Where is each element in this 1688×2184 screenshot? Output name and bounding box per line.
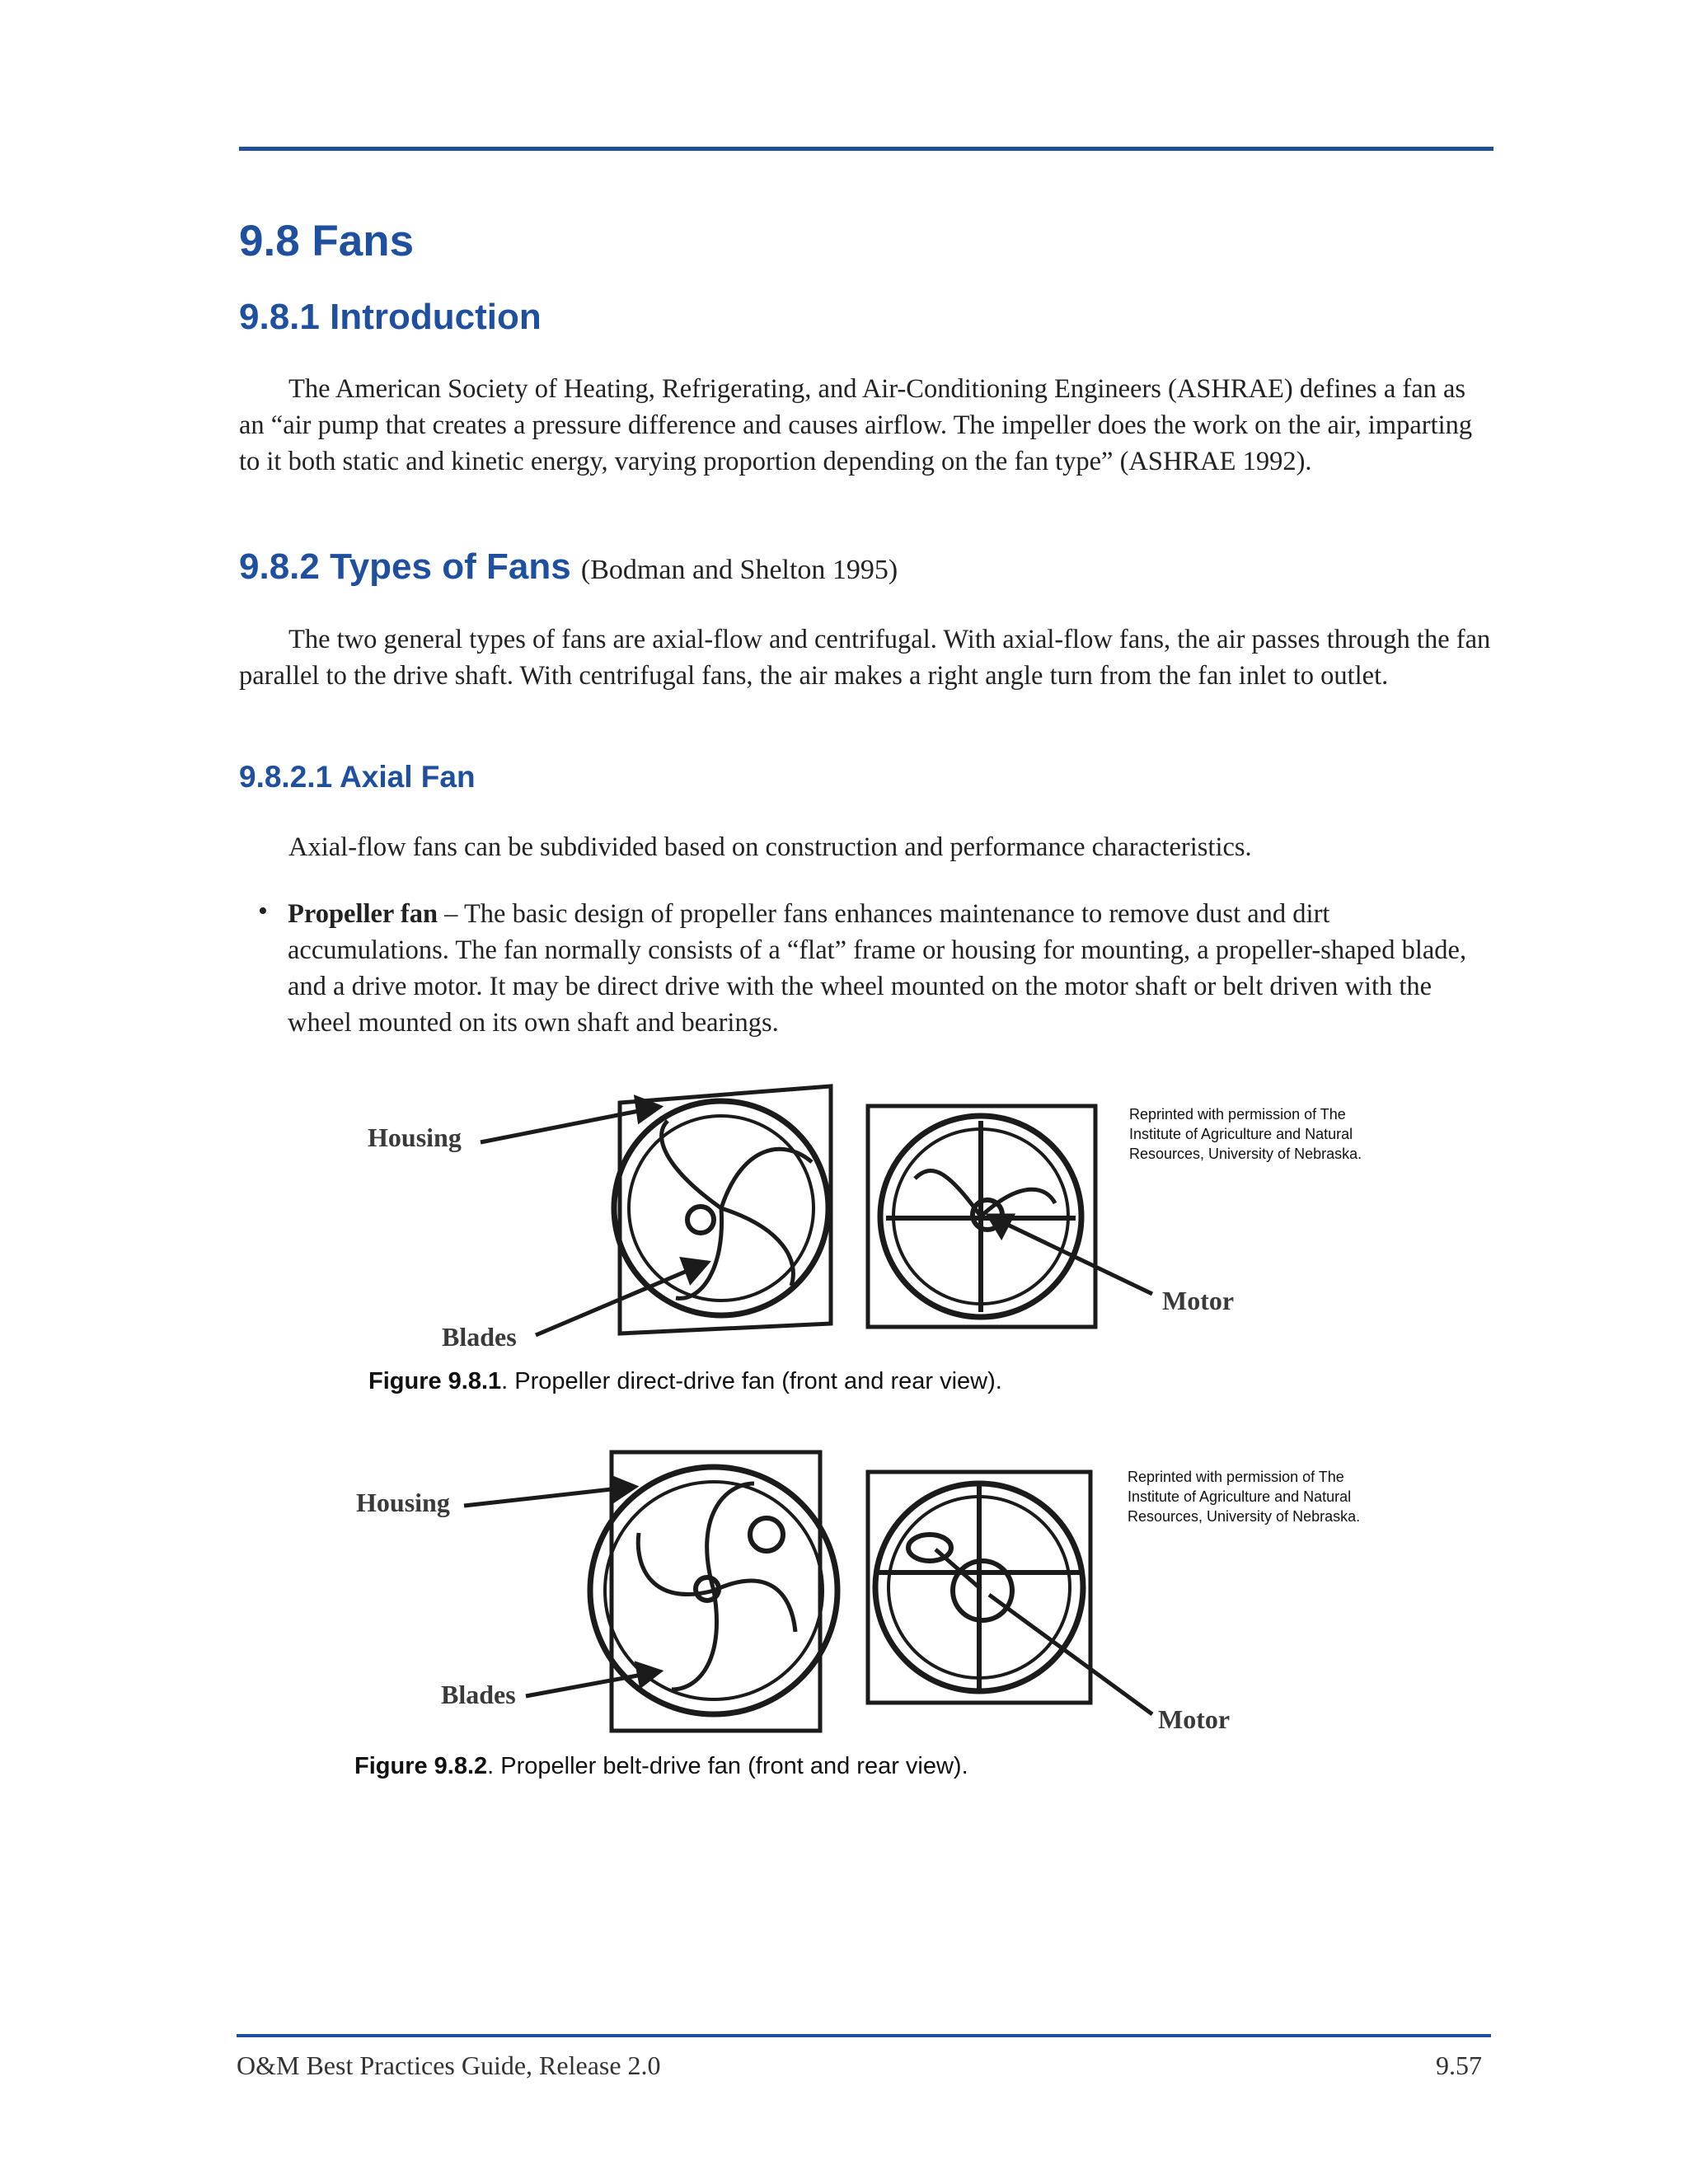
figure-caption [354, 1753, 968, 1780]
front-pulley [750, 1518, 783, 1551]
front-blade-1 [707, 1483, 754, 1591]
bullet-text: – The basic design of propeller fans enhances maintenance to remove dust and dirt accumulations. The fan normally consists of a “flat” frame or housing for mounting, a propeller-shaped blade, and a drive motor. It may be direct drive with the wheel mounted on the motor shaft or belt driven with the wheel mounted on its own shaft and bearings. [288, 899, 1467, 1038]
types-paragraph: The two general types of fans are axial-flow and centrifugal. With axial-flow fans, the air passes through the fan parallel to the drive shaft. With centrifugal fans, the air makes a right angle turn from the fan inlet to outlet. [239, 625, 1491, 691]
axial-heading: 9.8.2.1 Axial Fan [239, 760, 476, 794]
section-title: 9.8 Fans [239, 217, 415, 265]
types-source: (Bodman and Shelton 1995) [580, 555, 898, 585]
footer-title: O&M Best Practices Guide, Release 2.0 [237, 2050, 661, 2080]
motor-label: Motor [1162, 1286, 1235, 1315]
housing-label: Housing [368, 1122, 462, 1152]
types-heading-text: 9.8.2 Types of Fans [239, 546, 571, 587]
front-blade-4 [638, 1533, 714, 1595]
rear-belt [935, 1549, 981, 1589]
figure-credit: Reprinted with permission of The Institute of Agriculture and Natural Resources, University of Nebraska. [1129, 1106, 1362, 1162]
page-number: 9.57 [1436, 2050, 1482, 2080]
figure-caption-text: . Propeller direct-drive fan (front and rear view). [501, 1368, 1002, 1394]
axial-paragraph: Axial-flow fans can be subdivided based on construction and performance characteristics. [288, 832, 1252, 862]
bullet-marker: • [258, 896, 268, 926]
housing-label: Housing [356, 1488, 450, 1517]
housing-pointer-line [464, 1488, 626, 1506]
footer-rule [237, 2034, 1491, 2037]
figure-caption-text: . Propeller belt-drive fan (front and rear view). [487, 1753, 968, 1779]
bullet-term: Propeller fan [288, 899, 438, 929]
figure-number: Figure 9.8.2 [354, 1753, 488, 1779]
front-blade-2 [714, 1581, 795, 1632]
figure-credit: Reprinted with permission of The Institute of Agriculture and Natural Resources, University of Nebraska. [1128, 1469, 1361, 1525]
motor-pointer-line [989, 1595, 1152, 1714]
blades-label: Blades [442, 1322, 517, 1352]
blades-label: Blades [441, 1680, 516, 1709]
figure-number: Figure 9.8.1 [368, 1368, 502, 1394]
front-blade-3 [672, 1591, 717, 1690]
motor-label: Motor [1158, 1704, 1231, 1734]
intro-paragraph: The American Society of Heating, Refrigerating, and Air-Conditioning Engineers (ASHRAE) defines a fan as an “air pump that creates a pressure difference and causes airflow. The impeller does the work on the air, imparting to it both static and kinetic energy, varying proportion depending on the fan type” (ASHRAE 1992). [239, 374, 1473, 476]
intro-heading: 9.8.1 Introduction [239, 297, 542, 337]
